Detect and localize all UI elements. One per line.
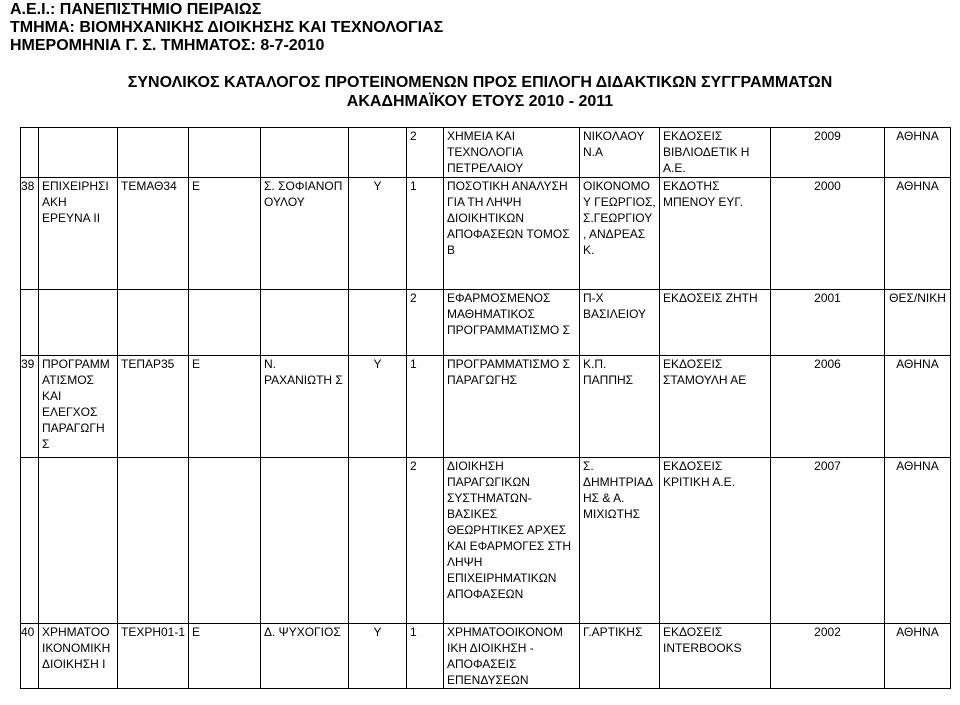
book-publisher-cell: ΕΚΔΟΣΕΙΣ ΒΙΒΛΙΟΔΕΤΙΚ Η Α.Ε. (660, 128, 771, 178)
course-number-cell (21, 458, 39, 624)
department-line: ΤΜΗΜΑ: ΒΙΟΜΗΧΑΝΙΚΗΣ ΔΙΟΙΚΗΣΗΣ ΚΑΙ ΤΕΧΝΟΛΟΓΙΑΣ (10, 19, 444, 36)
university-line: Α.Ε.Ι.: ΠΑΝΕΠΙΣΤΗΜΙΟ ΠΕΙΡΑΙΩΣ (10, 1, 262, 18)
course-number-cell: 38 (21, 178, 39, 290)
course-code-cell (118, 128, 189, 178)
instructor-cell (261, 290, 349, 356)
book-number-cell: 2 (407, 458, 444, 624)
book-row (21, 356, 951, 458)
book-publisher-cell: ΕΚΔΟΤΗΣ ΜΠΕΝΟΥ ΕΥΓ. (660, 178, 771, 290)
course-name-cell: ΧΡΗΜΑΤΟΟ ΙΚΟΝΟΜΙΚΗ ΔΙΟΙΚΗΣΗ Ι (39, 624, 118, 689)
course-code-cell: ΤΕΠΑΡ35 (118, 356, 189, 458)
book-year-cell: 2000 (771, 178, 885, 290)
course-name-cell (39, 290, 118, 356)
book-title-cell: ΠΟΣΟΤΙΚΗ ΑΝΑΛΥΣΗ ΓΙΑ ΤΗ ΛΗΨΗ ΔΙΟΙΚΗΤΙΚΩΝ ΑΠΟΦΑΣΕΩΝ ΤΟΜΟΣ Β (444, 178, 580, 290)
book-title-cell: ΧΗΜΕΙΑ ΚΑΙ ΤΕΧΝΟΛΟΓΙΑ ΠΕΤΡΕΛΑΙΟΥ (444, 128, 580, 178)
course-code-cell (118, 458, 189, 624)
book-mark-cell (349, 458, 407, 624)
book-mark-cell (349, 290, 407, 356)
course-number-cell: 40 (21, 624, 39, 689)
book-number-cell: 1 (407, 178, 444, 290)
book-city-cell: ΘΕΣ/ΝΙΚΗ (885, 290, 951, 356)
instructor-cell: Σ. ΣΟΦΙΑΝΟΠ ΟΥΛΟΥ (261, 178, 349, 290)
instructor-cell (261, 458, 349, 624)
book-row (21, 178, 951, 290)
book-author-cell: Π-Χ ΒΑΣΙΛΕΙΟΥ (580, 290, 660, 356)
course-type-cell: Ε (189, 356, 261, 458)
book-row (21, 128, 951, 178)
book-city-cell: ΑΘΗΝΑ (885, 178, 951, 290)
course-name-cell: ΠΡΟΓΡΑΜΜ ΑΤΙΣΜΟΣ ΚΑΙ ΕΛΕΓΧΟΣ ΠΑΡΑΓΩΓΗ Σ (39, 356, 118, 458)
book-city-cell: ΑΘΗΝΑ (885, 624, 951, 689)
book-author-cell: Γ.ΑΡΤΙΚΗΣ (580, 624, 660, 689)
book-publisher-cell: ΕΚΔΟΣΕΙΣ ΚΡΙΤΙΚΗ Α.Ε. (660, 458, 771, 624)
book-mark-cell: Υ (349, 178, 407, 290)
course-code-cell: ΤΕΧΡΗ01-1 (118, 624, 189, 689)
book-city-cell: ΑΘΗΝΑ (885, 128, 951, 178)
course-type-cell: Ε (189, 178, 261, 290)
instructor-cell: Δ. ΨΥΧΟΓΙΟΣ (261, 624, 349, 689)
book-title-cell: ΠΡΟΓΡΑΜΜΑΤΙΣΜΟ Σ ΠΑΡΑΓΩΓΗΣ (444, 356, 580, 458)
course-type-cell: Ε (189, 624, 261, 689)
book-row (21, 290, 951, 356)
course-type-cell (189, 128, 261, 178)
instructor-cell (261, 128, 349, 178)
course-name-cell (39, 458, 118, 624)
book-publisher-cell: ΕΚΔΟΣΕΙΣ INTERBOOKS (660, 624, 771, 689)
document-title: ΣΥΝΟΛΙΚΟΣ ΚΑΤΑΛΟΓΟΣ ΠΡΟΤΕΙΝΟΜΕΝΩΝ ΠΡΟΣ ΕΠΙΛΟΓΗ ΔΙΔΑΚΤΙΚΩΝ ΣΥΓΓΡΑΜΜΑΤΩΝ (127, 74, 833, 91)
book-year-cell: 2002 (771, 624, 885, 689)
book-author-cell: ΝΙΚΟΛΑΟΥ Ν.Α (580, 128, 660, 178)
course-type-cell (189, 458, 261, 624)
book-city-cell: ΑΘΗΝΑ (885, 458, 951, 624)
book-row (21, 624, 951, 689)
book-row (21, 458, 951, 624)
book-title-cell: ΔΙΟΙΚΗΣΗ ΠΑΡΑΓΩΓΙΚΩΝ ΣΥΣΤΗΜΑΤΩΝ- ΒΑΣΙΚΕΣ ΘΕΩΡΗΤΙΚΕΣ ΑΡΧΕΣ ΚΑΙ ΕΦΑΡΜΟΓΕΣ ΣΤΗ ΛΗΨΗ ΕΠΙΧΕΙΡΗΜΑΤΙΚΩΝ ΑΠΟΦΑΣΕΩΝ (444, 458, 580, 624)
book-mark-cell: Υ (349, 356, 407, 458)
book-mark-cell: Υ (349, 624, 407, 689)
book-number-cell: 1 (407, 356, 444, 458)
book-year-cell: 2006 (771, 356, 885, 458)
book-publisher-cell: ΕΚΔΟΣΕΙΣ ΣΤΑΜΟΥΛΗ ΑΕ (660, 356, 771, 458)
book-number-cell: 2 (407, 128, 444, 178)
course-name-cell (39, 128, 118, 178)
book-year-cell: 2009 (771, 128, 885, 178)
book-author-cell: Κ.Π. ΠΑΠΠΗΣ (580, 356, 660, 458)
course-name-cell: ΕΠΙΧΕΙΡΗΣΙ ΑΚΗ ΕΡΕΥΝΑ ΙΙ (39, 178, 118, 290)
textbooks-table (20, 127, 951, 689)
book-title-cell: ΕΦΑΡΜΟΣΜΕΝΟΣ ΜΑΘΗΜΑΤΙΚΟΣ ΠΡΟΓΡΑΜΜΑΤΙΣΜΟ Σ (444, 290, 580, 356)
book-author-cell: ΟΙΚΟΝΟΜΟ Υ ΓΕΩΡΓΙΟΣ, Σ.ΓΕΩΡΓΙΟΥ , ΑΝΔΡΕΑΣ Κ. (580, 178, 660, 290)
academic-year-title: ΑΚΑΔΗΜΑΪΚΟΥ ΕΤΟΥΣ 2010 - 2011 (346, 93, 614, 110)
course-number-cell (21, 290, 39, 356)
book-city-cell: ΑΘΗΝΑ (885, 356, 951, 458)
book-number-cell: 2 (407, 290, 444, 356)
book-number-cell: 1 (407, 624, 444, 689)
course-code-cell (118, 290, 189, 356)
instructor-cell: Ν. ΡΑΧΑΝΙΩΤΗ Σ (261, 356, 349, 458)
book-year-cell: 2001 (771, 290, 885, 356)
book-author-cell: Σ. ΔΗΜΗΤΡΙΑΔ ΗΣ & Α. ΜΙΧΙΩΤΗΣ (580, 458, 660, 624)
course-number-cell: 39 (21, 356, 39, 458)
book-title-cell: ΧΡΗΜΑΤΟΟΙΚΟΝΟΜ ΙΚΗ ΔΙΟΙΚΗΣΗ - ΑΠΟΦΑΣΕΙΣ ΕΠΕΝΔΥΣΕΩΝ (444, 624, 580, 689)
book-mark-cell (349, 128, 407, 178)
course-type-cell (189, 290, 261, 356)
book-year-cell: 2007 (771, 458, 885, 624)
course-code-cell: ΤΕΜΑΘ34 (118, 178, 189, 290)
date-line: ΗΜΕΡΟΜΗΝΙΑ Γ. Σ. ΤΜΗΜΑΤΟΣ: 8-7-2010 (10, 37, 325, 54)
course-number-cell (21, 128, 39, 178)
book-publisher-cell: ΕΚΔΟΣΕΙΣ ΖΗΤΗ (660, 290, 771, 356)
